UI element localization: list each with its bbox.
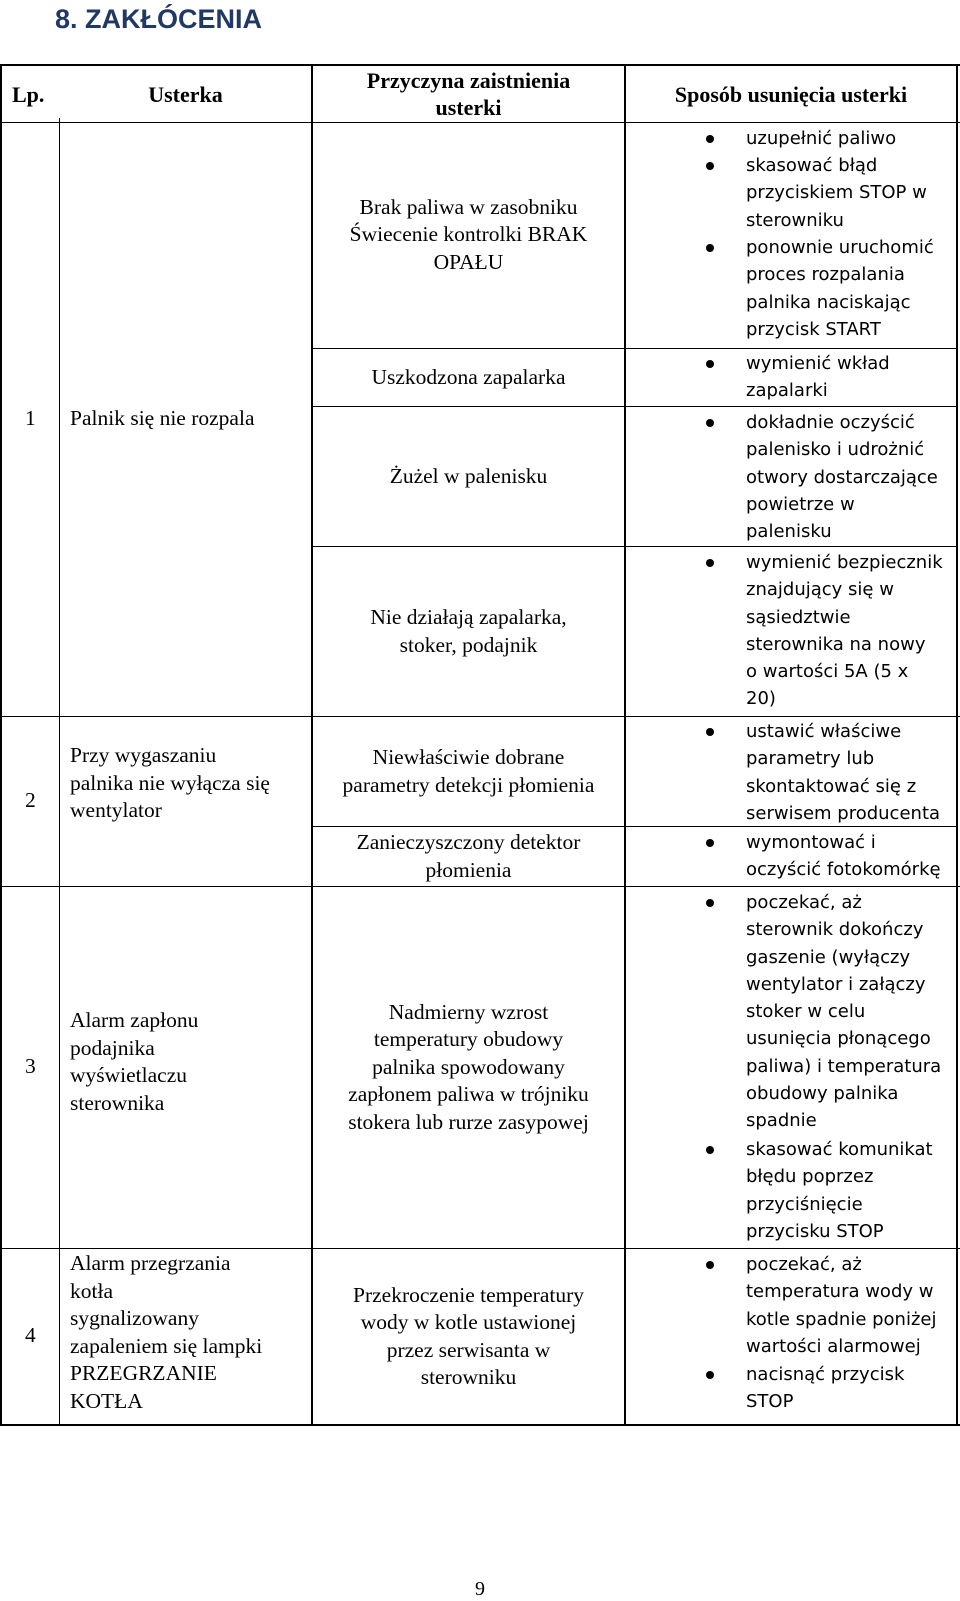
sposob-line: serwisem producenta: [746, 802, 941, 824]
sposob-line: skasować komunikat: [746, 1139, 933, 1160]
przyczyna-line: Nadmierny wzrost: [388, 999, 549, 1024]
usterka-line: kotła: [70, 1278, 113, 1303]
przyczyna-line: sterowniku: [420, 1365, 517, 1389]
sposob-line: sterownika na nowy: [746, 633, 926, 655]
sposob-line: wentylator i załączy: [746, 973, 926, 995]
przyczyna-line: Zanieczyszczony detektor: [356, 830, 581, 854]
przyczyna-line: temperatury obudowy: [373, 1027, 564, 1052]
table-border: [956, 64, 958, 1426]
sposob-line: kotle spadnie poniżej: [746, 1308, 937, 1330]
column-divider: [624, 64, 626, 1426]
bullet-item: [706, 889, 956, 1137]
sposob-line: palenisko i udrożnić: [746, 439, 925, 461]
przyczyna-line: OPAŁU: [433, 249, 504, 274]
przyczyna-cell: [313, 407, 624, 546]
usterka-cell: [70, 742, 310, 862]
przyczyna-cell: [313, 349, 624, 406]
header-sposob: [626, 66, 956, 122]
sposob-line: poczekać, aż: [746, 1254, 862, 1275]
sposob-line: wartości alarmowej: [746, 1335, 921, 1357]
column-divider: [59, 118, 60, 1426]
bullet-item: [706, 234, 956, 346]
usterka-line: PRZEGRZANIE: [70, 1361, 217, 1385]
sposob-line: sterowniku: [746, 209, 844, 231]
usterka-cell: [70, 122, 310, 716]
sposob-line: 20): [746, 688, 776, 710]
przyczyna-line: zapłonem paliwa w trójniku: [348, 1082, 589, 1107]
usterka-line: zapaleniem się lampki: [70, 1333, 263, 1358]
sposob-line: wymienić wkład: [746, 353, 890, 374]
bullet-icon: [706, 839, 714, 847]
sposob-line: palenisku: [746, 521, 832, 543]
sposob-line: stoker w celu: [746, 1001, 866, 1023]
section-heading: 8. ZAKŁÓCENIA: [55, 4, 263, 34]
header-lp: [0, 66, 59, 122]
sposob-line: błędu poprzez: [746, 1166, 874, 1188]
bullet-item: [706, 152, 956, 236]
sposob-line: parametry lub: [746, 748, 875, 770]
bullet-icon: [706, 1371, 714, 1379]
usterka-line: wentylator: [70, 798, 162, 822]
przyczyna-cell: [313, 887, 624, 1248]
row-number: [2, 886, 59, 1248]
sposob-line: temperatura wody w: [746, 1281, 934, 1303]
przyczyna-line: Uszkodzona zapalarka: [371, 364, 566, 389]
header-lp-text: Lp.: [12, 81, 45, 107]
sposob-line: przyciśnięcie: [746, 1193, 863, 1215]
sposob-line: gaszenie (wyłączy: [746, 946, 911, 968]
bullet-icon: [706, 135, 714, 143]
sposob-line: sąsiedztwie: [746, 606, 851, 628]
bullet-icon: [706, 419, 714, 427]
sposob-line: ustawić właściwe: [746, 721, 902, 742]
usterka-line: podajnika: [70, 1035, 155, 1060]
sposob-line: przycisku STOP: [746, 1220, 884, 1242]
row-number: [2, 716, 59, 886]
header-usterka: [60, 66, 311, 122]
bullet-icon: [706, 559, 714, 567]
row-number-text: 2: [25, 788, 36, 813]
sposob-line: skasować błąd: [746, 155, 878, 176]
page-number: 9: [475, 1578, 485, 1600]
row-number: [2, 122, 59, 716]
sposob-line: powietrze w: [746, 493, 855, 515]
row-number-text: 3: [25, 1054, 36, 1079]
header-przyczyna-line: Przyczyna zaistnienia: [366, 68, 571, 93]
sposob-line: ponownie uruchomić: [746, 237, 934, 258]
przyczyna-line: wody w kotle ustawionej: [360, 1310, 577, 1334]
przyczyna-line: płomienia: [425, 857, 512, 882]
przyczyna-cell: [313, 1249, 624, 1424]
sposob-line: znajdujący się w: [746, 579, 894, 601]
usterka-line: palnika nie wyłącza się: [70, 770, 270, 795]
bullet-item: [706, 1251, 956, 1363]
sposob-line: przycisk START: [746, 318, 881, 340]
sposob-line: wymontować i: [746, 832, 876, 853]
header-sposob-text: Sposób usunięcia usterki: [674, 81, 908, 107]
sposob-line: otwory dostarczające: [746, 466, 938, 488]
przyczyna-line: stoker, podajnik: [399, 632, 538, 657]
bullet-icon: [706, 899, 714, 907]
przyczyna-line: przez serwisanta w: [386, 1337, 551, 1362]
usterka-line: Alarm zapłonu: [70, 1008, 199, 1032]
przyczyna-line: palnika spowodowany: [372, 1054, 565, 1079]
bullet-item: [706, 350, 956, 406]
usterka-line: sygnalizowany: [70, 1306, 199, 1330]
header-przyczyna-line: usterki: [435, 95, 502, 120]
bullet-item: [706, 409, 956, 546]
usterka-line: Przy wygaszaniu: [70, 743, 217, 767]
header-przyczyna: [313, 66, 624, 122]
row-number-text: 4: [25, 1323, 36, 1348]
bullet-item: [706, 829, 956, 885]
przyczyna-cell: [313, 827, 624, 886]
sposob-line: dokładnie oczyścić: [746, 412, 915, 433]
bullet-item: [706, 1136, 956, 1248]
usterka-cell: [70, 1007, 310, 1127]
sposob-line: spadnie: [746, 1110, 817, 1132]
przyczyna-line: Brak paliwa w zasobniku: [359, 194, 578, 219]
sposob-line: wymienić bezpiecznik: [746, 552, 943, 573]
przyczyna-line: parametry detekcji płomienia: [342, 772, 595, 797]
sposob-line: zapalarki: [746, 380, 828, 402]
sposob-line: nacisnąć przycisk: [746, 1364, 905, 1385]
row-number-text: 1: [25, 406, 36, 431]
sposob-line: sterownik dokończy: [746, 919, 924, 941]
usterka-cell: [70, 1249, 310, 1425]
przyczyna-line: Świecenie kontrolki BRAK: [349, 222, 588, 247]
usterka-line: sterownika: [70, 1090, 165, 1115]
bullet-icon: [706, 162, 714, 170]
sposob-line: paliwa) i temperatura: [746, 1055, 942, 1077]
sposob-line: palnika naciskając: [746, 291, 911, 313]
przyczyna-cell: [313, 717, 624, 826]
sposob-line: skontaktować się z: [746, 775, 917, 797]
bullet-item: [706, 549, 956, 715]
sposob-line: proces rozpalania: [746, 264, 905, 286]
usterka-line: Palnik się nie rozpala: [70, 406, 255, 431]
bullet-icon: [706, 360, 714, 368]
przyczyna-line: stokera lub rurze zasypowej: [348, 1109, 589, 1134]
przyczyna-line: Niewłaściwie dobrane: [372, 745, 565, 769]
bullet-item: [706, 1361, 956, 1417]
przyczyna-line: Przekroczenie temperatury: [353, 1282, 584, 1307]
bullet-icon: [706, 244, 714, 252]
przyczyna-cell: [313, 547, 624, 716]
przyczyna-line: Nie działają zapalarka,: [370, 605, 567, 629]
sposob-line: usunięcia płonącego: [746, 1028, 931, 1050]
bullet-icon: [706, 1146, 714, 1154]
sposob-line: przyciskiem STOP w: [746, 182, 927, 204]
sposob-line: oczyścić fotokomórkę: [746, 859, 941, 881]
bullet-icon: [706, 1261, 714, 1269]
sposob-line: o wartości 5A (5 x: [746, 661, 909, 683]
usterka-line: wyświetlaczu: [70, 1063, 188, 1087]
row-number: [2, 1248, 59, 1424]
bullet-item: [706, 125, 956, 153]
przyczyna-line: Żużel w palenisku: [389, 463, 548, 488]
bullet-icon: [706, 728, 714, 736]
usterka-line: KOTŁA: [70, 1388, 143, 1413]
sposob-line: poczekać, aż: [746, 892, 862, 913]
sposob-line: uzupełnić paliwo: [746, 128, 897, 149]
sposob-line: STOP: [746, 1391, 794, 1413]
header-usterka-text: Usterka: [148, 81, 223, 107]
sposob-line: obudowy palnika: [746, 1083, 899, 1105]
przyczyna-cell: [313, 122, 624, 348]
usterka-line: Alarm przegrzania: [70, 1251, 231, 1275]
bullet-item: [706, 718, 956, 826]
